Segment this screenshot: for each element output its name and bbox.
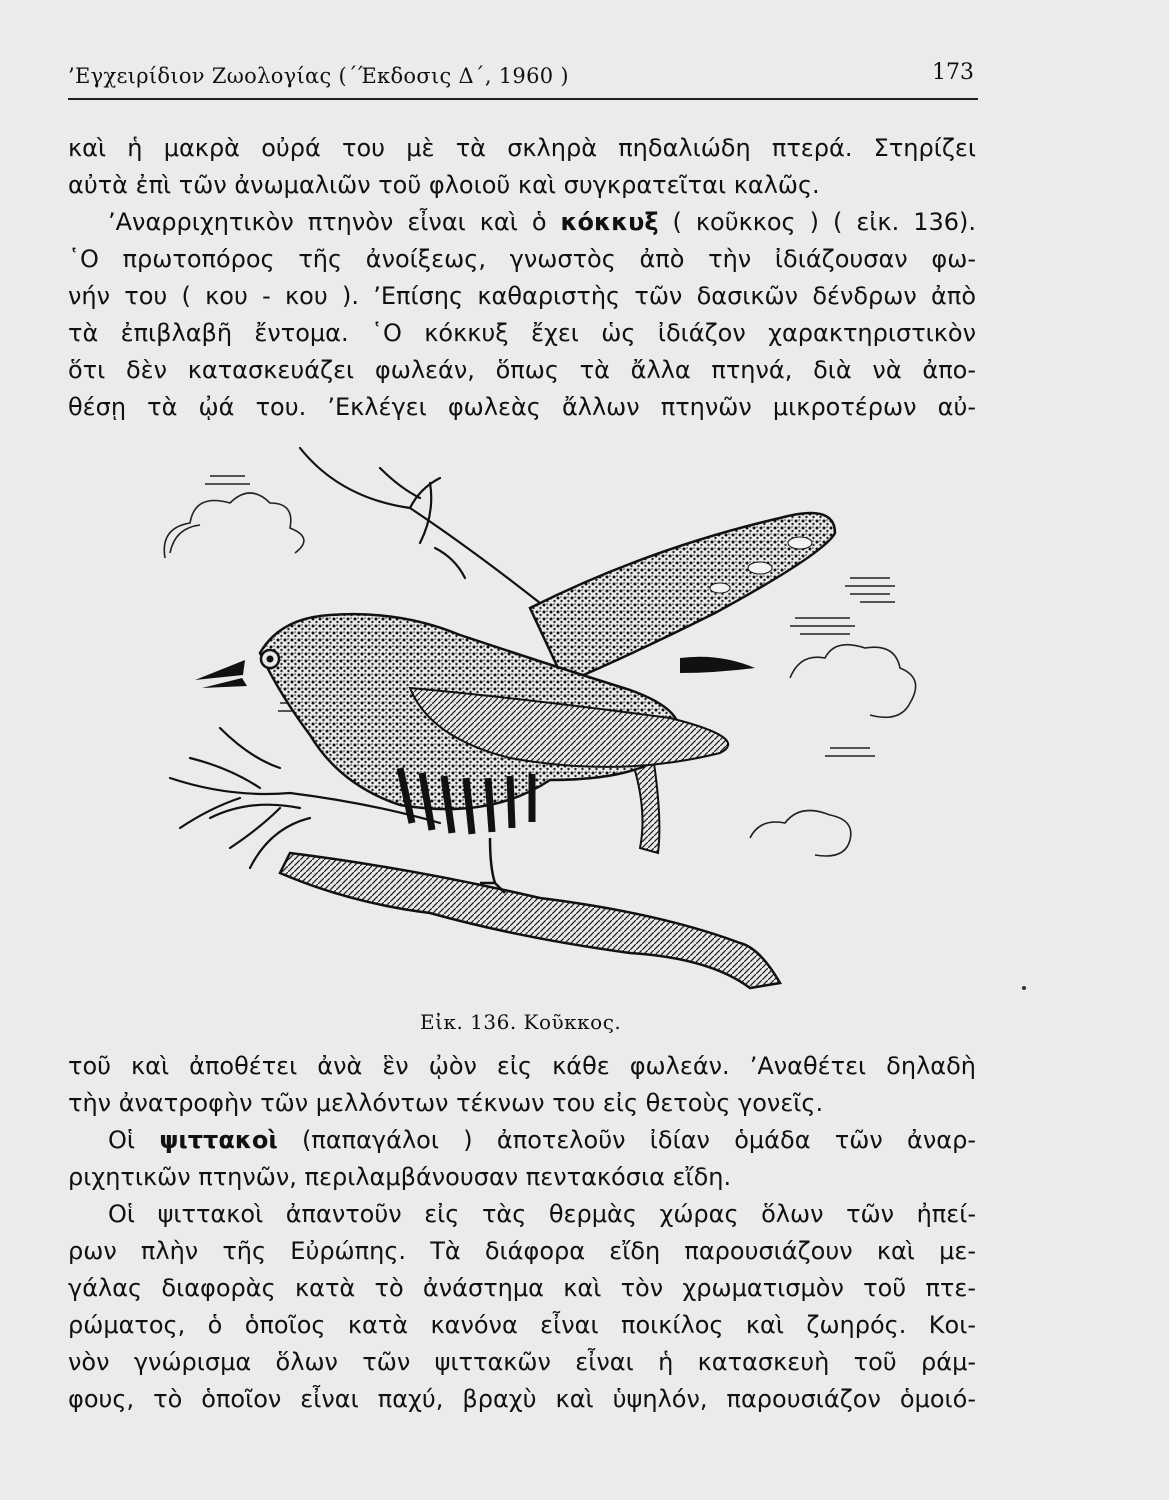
paragraph-parrots-description — [68, 1196, 976, 1418]
page-number: 173 — [932, 60, 974, 85]
text-run: ( κοῦκκος ) ( εἰκ. 136). — [658, 208, 976, 236]
text-line: τὰ ἐπιβλαβῆ ἔντομα. ῾Ο κόκκυξ ἔχει ὡς ἰδιάζον χαρακτηριστικὸν — [68, 319, 976, 347]
text-run: (παπαγάλοι ) ἀποτελοῦν ἰδίαν ὁμάδα τῶν ἀναρ- — [277, 1126, 977, 1154]
text-line: τὴν ἀνατροφὴν τῶν μελλόντων τέκνων του εἰς θετοὺς γονεῖς. — [68, 1089, 824, 1117]
text-line: ριχητικῶν πτηνῶν, περιλαμβάνουσαν πεντακόσια εἴδη. — [68, 1163, 732, 1191]
text-line: ῾Ο πρωτοπόρος τῆς ἀνοίξεως, γνωστὸς ἀπὸ τὴν ἰδιάζουσαν φω- — [68, 245, 976, 273]
text-line: ὅτι δὲν κατασκευάζει φωλεάν, ὅπως τὰ ἄλλα πτηνά, διὰ νὰ ἀπο- — [68, 356, 976, 384]
text-line — [68, 1122, 976, 1159]
paragraph-cuckoo — [68, 204, 976, 426]
figure-caption: Εἰκ. 136. Κοῦκκος. — [420, 1010, 622, 1034]
text-line: αὐτὰ ἐπὶ τῶν ἀνωμαλιῶν τοῦ φλοιοῦ καὶ συγκρατεῖται καλῶς. — [68, 171, 820, 199]
cuckoo-illustration — [150, 428, 950, 1003]
text-line: νήν του ( κου - κου ). ’Επίσης καθαριστὴς τῶν δασικῶν δένδρων ἀπὸ — [68, 282, 976, 310]
paragraph-cuckoo-continued — [68, 1048, 976, 1122]
text-line: καὶ ἡ μακρὰ οὐρά του μὲ τὰ σκληρὰ πηδαλιώδη πτερά. Στηρίζει — [68, 134, 976, 162]
text-line: θέσῃ τὰ ᾠά του. ’Εκλέγει φωλεὰς ἄλλων πτηνῶν μικροτέρων αὐ- — [68, 393, 976, 421]
text-run: Οἱ — [108, 1126, 160, 1154]
cloud-right — [750, 645, 916, 856]
text-line — [68, 204, 976, 241]
stray-mark — [1022, 986, 1026, 990]
text-line: τοῦ καὶ ἀποθέτει ἀνὰ ἓν ᾠὸν εἰς κάθε φωλεάν. ’Αναθέτει δηλαδὴ — [68, 1052, 976, 1080]
cuckoo-tail — [530, 513, 835, 683]
keyword-kokkyx: κόκκυξ — [560, 208, 659, 236]
text-line: φους, τὸ ὁποῖον εἶναι παχύ, βραχὺ καὶ ὑψηλόν, παρουσιάζον ὁμοιό- — [68, 1385, 976, 1413]
cuckoo-beak — [195, 660, 247, 688]
text-line: ρώματος, ὁ ὁποῖος κατὰ κανόνα εἶναι ποικίλος καὶ ζωηρός. Κοι- — [68, 1311, 976, 1339]
tail-tip — [680, 657, 755, 673]
text-line: ρων πλὴν τῆς Εὐρώπης. Τὰ διάφορα εἴδη παρουσιάζουν καὶ με- — [68, 1237, 976, 1265]
text-line: νὸν γνώρισμα ὅλων τῶν ψιττακῶν εἶναι ἡ κατασκευὴ τοῦ ράμ- — [68, 1348, 976, 1376]
text-line: Οἱ ψιττακοὶ ἀπαντοῦν εἰς τὰς θερμὰς χώρας ὅλων τῶν ἠπεί- — [108, 1200, 976, 1228]
keyword-psittakoi: ψιττακοὶ — [159, 1126, 278, 1154]
cloud-left — [164, 493, 304, 558]
text-line: γάλας διαφορὰς κατὰ τὸ ἀνάστημα καὶ τὸν χρωματισμὸν τοῦ πτε- — [68, 1274, 976, 1302]
paragraph-parrots — [68, 1122, 976, 1196]
header-title: ’Εγχειρίδιον Ζωολογίας (΄Έκδοσις Δ΄, 1960 ) — [68, 64, 569, 88]
running-header — [68, 58, 978, 100]
paragraph-woodpecker-end — [68, 130, 976, 204]
main-branch — [280, 853, 780, 988]
text-run: ’Αναρριχητικὸν πτηνὸν εἶναι καὶ ὁ — [108, 208, 561, 236]
